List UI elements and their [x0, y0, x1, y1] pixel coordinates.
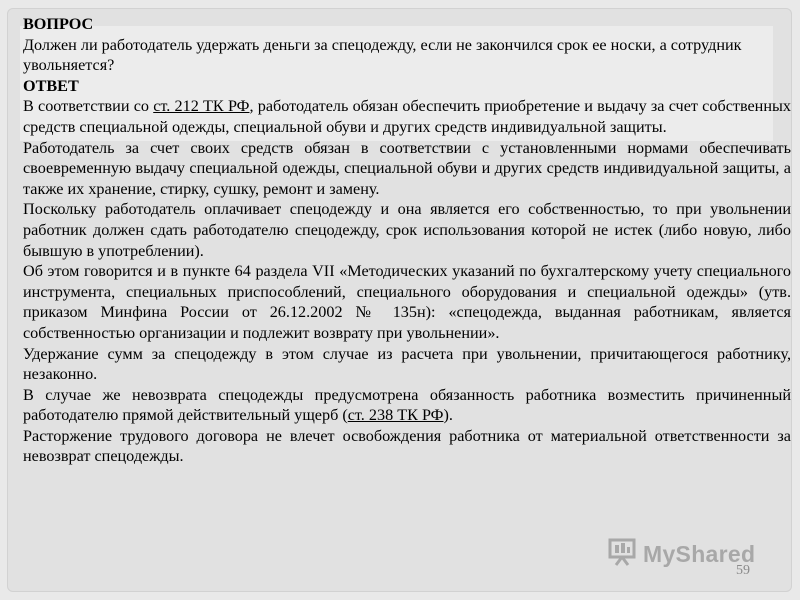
paragraph-text: В случае же невозврата спецодежды предусмотрена обязанность работника возместить причиненный работодателю прямой действительный ущерб (	[23, 385, 791, 425]
answer-paragraph-2: Работодатель за счет своих средств обязан в соответствии с установленными нормами обеспечивать своевременную выдачу специальной одежды, специальной обуви и других средств индивидуальной защиты, а также их хранение, стирку, сушку, ремонт и замену.	[23, 138, 791, 198]
paragraph-text: В соответствии со	[23, 97, 154, 116]
presentation-board-icon	[607, 537, 637, 572]
paragraph-text: ).	[443, 406, 453, 425]
watermark-text: MyShared	[643, 540, 756, 567]
page-number: 59	[736, 563, 750, 578]
answer-paragraph-6	[23, 385, 791, 426]
answer-paragraph-1	[23, 96, 791, 137]
answer-paragraph-7: Расторжение трудового договора не влечет освобождения работника от материальной ответственности за невозврат спецодежды.	[23, 426, 791, 466]
law-link-art-238[interactable]: ст. 238 ТК РФ	[347, 406, 444, 425]
paragraph-text: , работодатель обязан обеспечить приобретение и выдачу за счет собственных средств специальной одежды, специальной обуви и других средств индивидуальной защиты.	[23, 97, 791, 136]
answer-paragraph-4: Об этом говорится и в пункте 64 раздела VII «Методических указаний по бухгалтерскому учету специального инструмента, специальных приспособлений, специального оборудования и специальной одежды» (утв. приказом Минфина России от 26.12.2002 № 135н): «спецодежда, выданная работникам, является собственностью организации и подлежит возврату при увольнении».	[23, 262, 791, 342]
question-heading: ВОПРОС	[23, 15, 94, 33]
slide-content	[23, 14, 791, 467]
answer-paragraph-5: Удержание сумм за спецодежду в этом случае из расчета при увольнении, причитающегося работнику, незаконно.	[23, 344, 791, 384]
answer-heading: ОТВЕТ	[23, 76, 79, 95]
question-text: Должен ли работодатель удержать деньги за спецодежду, если не закончился срок ее носки, а сотрудник увольняется?	[23, 35, 742, 75]
law-link-art-212[interactable]: ст. 212 ТК РФ	[153, 97, 250, 116]
answer-paragraph-3: Поскольку работодатель оплачивает спецодежду и она является его собственностью, то при увольнении работник должен сдать работодателю спецодежду, срок использования которой не истек (либо новую, либо бывшую в употреблении).	[23, 200, 791, 260]
